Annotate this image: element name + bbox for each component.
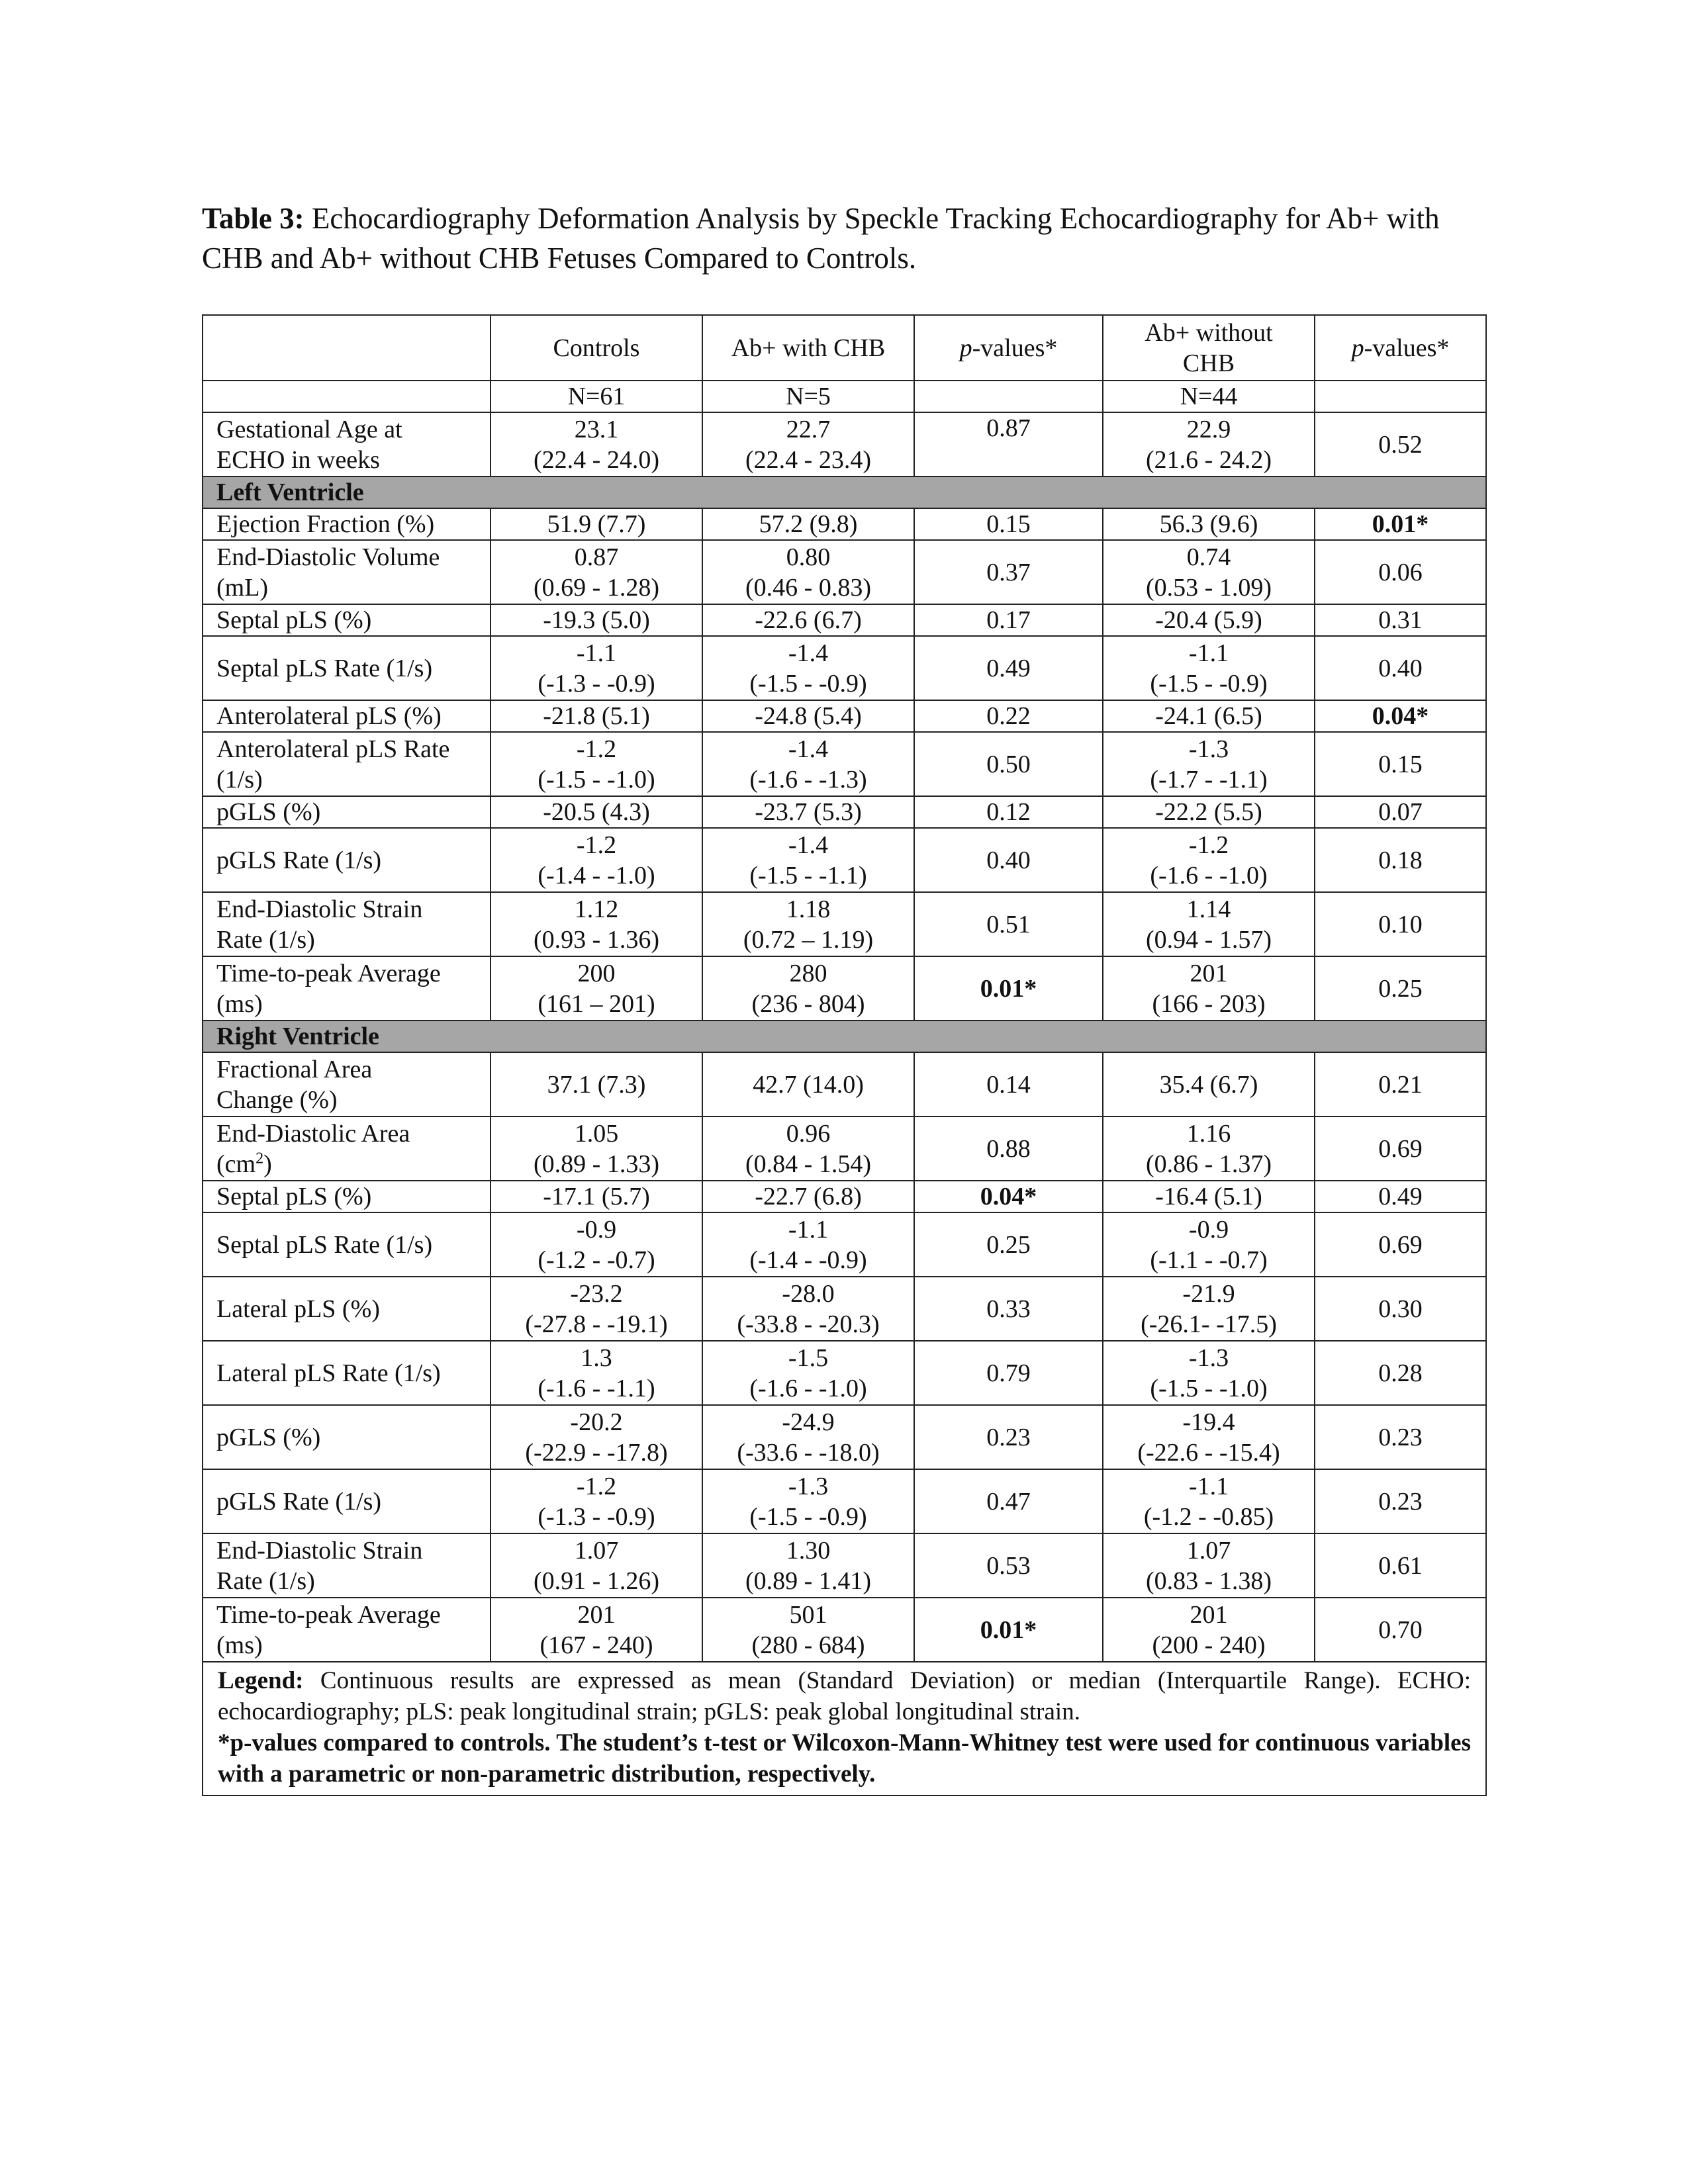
section-right-ventricle — [203, 1021, 1486, 1052]
table-row — [203, 1533, 1486, 1598]
cell-ab-chb: -1.1 (-1.4 - -0.9) — [702, 1212, 914, 1277]
cell-ab-no-chb: 35.4 (6.7) — [1103, 1052, 1315, 1116]
cell-p-value-2: 0.18 — [1315, 828, 1486, 892]
cell-p-value-1: 0.53 — [914, 1533, 1103, 1598]
cell-controls: 51.9 (7.7) — [491, 508, 702, 540]
cell-ab-chb: 42.7 (14.0) — [702, 1052, 914, 1116]
cell-controls: -1.2 (-1.5 - -1.0) — [491, 732, 702, 796]
cell-controls: -1.2 (-1.3 - -0.9) — [491, 1469, 702, 1533]
cell-p-value-1: 0.17 — [914, 604, 1103, 636]
table-row — [203, 1341, 1486, 1405]
table-caption-label: Table 3: — [202, 202, 305, 235]
table-row — [203, 1052, 1486, 1116]
cell-p-value-2: 0.61 — [1315, 1533, 1486, 1598]
cell-p-value-2: 0.23 — [1315, 1469, 1486, 1533]
cell-controls: -23.2 (-27.8 - -19.1) — [491, 1277, 702, 1341]
cell-p-value-2: 0.07 — [1315, 796, 1486, 828]
n-empty-2 — [1315, 381, 1486, 412]
cell-controls: -19.3 (5.0) — [491, 604, 702, 636]
cell-ab-no-chb: 1.16 (0.86 - 1.37) — [1103, 1116, 1315, 1181]
section-left-ventricle — [203, 477, 1486, 508]
cell-ab-chb: -22.7 (6.8) — [702, 1181, 914, 1212]
cell-p-value-1: 0.25 — [914, 1212, 1103, 1277]
cell-ab-no-chb: -22.2 (5.5) — [1103, 796, 1315, 828]
cell-p-value-2: 0.15 — [1315, 732, 1486, 796]
cell-controls: 200 (161 – 201) — [491, 956, 702, 1021]
cell-controls: -17.1 (5.7) — [491, 1181, 702, 1212]
cell-ab-no-chb: -0.9 (-1.1 - -0.7) — [1103, 1212, 1315, 1277]
cell-ab-chb: 0.96 (0.84 - 1.54) — [702, 1116, 914, 1181]
cell-ab-no-chb: -21.9 (-26.1- -17.5) — [1103, 1277, 1315, 1341]
cell-ab-no-chb: -24.1 (6.5) — [1103, 700, 1315, 732]
cell-ab-no-chb: 0.74 (0.53 - 1.09) — [1103, 540, 1315, 604]
cell-ab-chb: 1.30 (0.89 - 1.41) — [702, 1533, 914, 1598]
header-controls: Controls — [491, 315, 702, 381]
cell-ab-no-chb: -20.4 (5.9) — [1103, 604, 1315, 636]
section-label: Right Ventricle — [203, 1021, 1486, 1052]
n-ab-chb: N=5 — [702, 381, 914, 412]
row-label: End-Diastolic Volume (mL) — [203, 540, 491, 604]
cell-ab-no-chb: -1.2 (-1.6 - -1.0) — [1103, 828, 1315, 892]
table-caption — [202, 199, 1499, 278]
cell-p-value-1: 0.04* — [914, 1181, 1103, 1212]
table-row — [203, 540, 1486, 604]
cell-p-value-1: 0.50 — [914, 732, 1103, 796]
n-row — [203, 381, 1486, 412]
cell-controls: -1.2 (-1.4 - -1.0) — [491, 828, 702, 892]
cell-p-value-1: 0.37 — [914, 540, 1103, 604]
row-label: Septal pLS (%) — [203, 604, 491, 636]
cell-ab-chb: 57.2 (9.8) — [702, 508, 914, 540]
row-label: Gestational Age at ECHO in weeks — [203, 412, 491, 477]
cell-ab-no-chb: -1.1 (-1.2 - -0.85) — [1103, 1469, 1315, 1533]
cell-p-value-1: 0.22 — [914, 700, 1103, 732]
cell-ab-chb: -1.5 (-1.6 - -1.0) — [702, 1341, 914, 1405]
cell-p-value-1: 0.88 — [914, 1116, 1103, 1181]
cell-controls: -20.5 (4.3) — [491, 796, 702, 828]
cell-p-value-2: 0.52 — [1315, 412, 1486, 477]
cell-p-value-1: 0.87 — [914, 412, 1103, 477]
cell-p-value-2: 0.49 — [1315, 1181, 1486, 1212]
cell-ab-no-chb: 22.9 (21.6 - 24.2) — [1103, 412, 1315, 477]
header-p-values-1: p-values* — [914, 315, 1103, 381]
cell-ab-chb: -1.4 (-1.5 - -1.1) — [702, 828, 914, 892]
cell-ab-chb: -1.4 (-1.6 - -1.3) — [702, 732, 914, 796]
cell-p-value-1: 0.14 — [914, 1052, 1103, 1116]
table-row — [203, 700, 1486, 732]
cell-controls: -21.8 (5.1) — [491, 700, 702, 732]
row-label: End-Diastolic Strain Rate (1/s) — [203, 1533, 491, 1598]
cell-controls: 0.87 (0.69 - 1.28) — [491, 540, 702, 604]
cell-p-value-1: 0.79 — [914, 1341, 1103, 1405]
cell-p-value-1: 0.33 — [914, 1277, 1103, 1341]
cell-p-value-1: 0.12 — [914, 796, 1103, 828]
cell-ab-chb: -22.6 (6.7) — [702, 604, 914, 636]
cell-p-value-1: 0.23 — [914, 1405, 1103, 1469]
cell-p-value-2: 0.04* — [1315, 700, 1486, 732]
n-controls: N=61 — [491, 381, 702, 412]
results-table — [202, 314, 1487, 1796]
cell-ab-no-chb: 201 (200 - 240) — [1103, 1598, 1315, 1662]
cell-p-value-2: 0.06 — [1315, 540, 1486, 604]
cell-ab-chb: -24.9 (-33.6 - -18.0) — [702, 1405, 914, 1469]
n-ab-no-chb: N=44 — [1103, 381, 1315, 412]
table-row — [203, 1116, 1486, 1181]
cell-ab-chb: 0.80 (0.46 - 0.83) — [702, 540, 914, 604]
cell-p-value-1: 0.01* — [914, 1598, 1103, 1662]
cell-ab-chb: 501 (280 - 684) — [702, 1598, 914, 1662]
legend-footnote: *p-values compared to controls. The student’s t-test or Wilcoxon-Mann-Whitney test were used for continuous variables with a parametric or non-parametric distribution, respectively. — [218, 1729, 1471, 1788]
cell-controls: 1.05 (0.89 - 1.33) — [491, 1116, 702, 1181]
table-row — [203, 1598, 1486, 1662]
row-label: End-Diastolic Strain Rate (1/s) — [203, 892, 491, 956]
cell-ab-no-chb: 201 (166 - 203) — [1103, 956, 1315, 1021]
cell-ab-no-chb: -1.3 (-1.7 - -1.1) — [1103, 732, 1315, 796]
cell-p-value-1: 0.51 — [914, 892, 1103, 956]
table-caption-text: Echocardiography Deformation Analysis by Speckle Tracking Echocardiography for Ab+ with CHB and Ab+ without CHB Fetuses Compared to Controls. — [202, 202, 1440, 275]
legend-text: Continuous results are expressed as mean (Standard Deviation) or median (Interquartile Range). ECHO: echocardiography; pLS: peak longitudinal strain; pGLS: peak global longitudinal strain. — [218, 1667, 1471, 1725]
cell-controls: 1.3 (-1.6 - -1.1) — [491, 1341, 702, 1405]
row-label: Anterolateral pLS (%) — [203, 700, 491, 732]
cell-ab-chb: -1.3 (-1.5 - -0.9) — [702, 1469, 914, 1533]
row-label: Time-to-peak Average (ms) — [203, 1598, 491, 1662]
table-row — [203, 508, 1486, 540]
table-row — [203, 636, 1486, 700]
cell-p-value-2: 0.21 — [1315, 1052, 1486, 1116]
row-label: pGLS (%) — [203, 1405, 491, 1469]
row-label: Ejection Fraction (%) — [203, 508, 491, 540]
table-row — [203, 1469, 1486, 1533]
cell-ab-no-chb: -19.4 (-22.6 - -15.4) — [1103, 1405, 1315, 1469]
row-label: pGLS Rate (1/s) — [203, 828, 491, 892]
row-label: Septal pLS Rate (1/s) — [203, 1212, 491, 1277]
cell-controls: -1.1 (-1.3 - -0.9) — [491, 636, 702, 700]
row-label: Lateral pLS Rate (1/s) — [203, 1341, 491, 1405]
cell-p-value-2: 0.31 — [1315, 604, 1486, 636]
cell-ab-chb: -28.0 (-33.8 - -20.3) — [702, 1277, 914, 1341]
cell-controls: 23.1 (22.4 - 24.0) — [491, 412, 702, 477]
cell-controls: 1.12 (0.93 - 1.36) — [491, 892, 702, 956]
n-empty-1 — [914, 381, 1103, 412]
table-row — [203, 828, 1486, 892]
row-label: Fractional Area Change (%) — [203, 1052, 491, 1116]
cell-p-value-2: 0.28 — [1315, 1341, 1486, 1405]
cell-p-value-2: 0.23 — [1315, 1405, 1486, 1469]
table-row — [203, 604, 1486, 636]
table-row — [203, 796, 1486, 828]
table-row — [203, 956, 1486, 1021]
cell-p-value-1: 0.49 — [914, 636, 1103, 700]
cell-ab-chb: -24.8 (5.4) — [702, 700, 914, 732]
row-label: Lateral pLS (%) — [203, 1277, 491, 1341]
header-ab-no-chb: Ab+ without CHB — [1103, 315, 1315, 381]
cell-p-value-1: 0.01* — [914, 956, 1103, 1021]
legend-row — [203, 1662, 1486, 1796]
table-row — [203, 1405, 1486, 1469]
section-label: Left Ventricle — [203, 477, 1486, 508]
row-label: Anterolateral pLS Rate (1/s) — [203, 732, 491, 796]
cell-p-value-2: 0.25 — [1315, 956, 1486, 1021]
cell-ab-chb: -1.4 (-1.5 - -0.9) — [702, 636, 914, 700]
table-row — [203, 1212, 1486, 1277]
cell-ab-chb: 280 (236 - 804) — [702, 956, 914, 1021]
cell-p-value-2: 0.30 — [1315, 1277, 1486, 1341]
header-row — [203, 315, 1486, 381]
cell-p-value-2: 0.10 — [1315, 892, 1486, 956]
legend-cell — [203, 1662, 1486, 1796]
row-label: pGLS (%) — [203, 796, 491, 828]
cell-p-value-1: 0.40 — [914, 828, 1103, 892]
cell-ab-chb: 1.18 (0.72 – 1.19) — [702, 892, 914, 956]
table-row — [203, 732, 1486, 796]
cell-ab-no-chb: -1.3 (-1.5 - -1.0) — [1103, 1341, 1315, 1405]
n-label-cell — [203, 381, 491, 412]
cell-controls: 201 (167 - 240) — [491, 1598, 702, 1662]
cell-p-value-1: 0.47 — [914, 1469, 1103, 1533]
header-ab-chb: Ab+ with CHB — [702, 315, 914, 381]
cell-controls: -20.2 (-22.9 - -17.8) — [491, 1405, 702, 1469]
header-empty-cell — [203, 315, 491, 381]
cell-p-value-1: 0.15 — [914, 508, 1103, 540]
cell-controls: -0.9 (-1.2 - -0.7) — [491, 1212, 702, 1277]
cell-p-value-2: 0.40 — [1315, 636, 1486, 700]
row-label: Septal pLS (%) — [203, 1181, 491, 1212]
cell-p-value-2: 0.69 — [1315, 1116, 1486, 1181]
cell-ab-chb: -23.7 (5.3) — [702, 796, 914, 828]
cell-controls: 1.07 (0.91 - 1.26) — [491, 1533, 702, 1598]
row-label: Time-to-peak Average (ms) — [203, 956, 491, 1021]
cell-p-value-2: 0.70 — [1315, 1598, 1486, 1662]
cell-p-value-2: 0.69 — [1315, 1212, 1486, 1277]
cell-ab-no-chb: 1.14 (0.94 - 1.57) — [1103, 892, 1315, 956]
cell-ab-no-chb: 56.3 (9.6) — [1103, 508, 1315, 540]
cell-ab-no-chb: 1.07 (0.83 - 1.38) — [1103, 1533, 1315, 1598]
table-row — [203, 1181, 1486, 1212]
cell-controls: 37.1 (7.3) — [491, 1052, 702, 1116]
table-row — [203, 1277, 1486, 1341]
table-row — [203, 892, 1486, 956]
legend-label: Legend: — [218, 1667, 304, 1694]
row-label: pGLS Rate (1/s) — [203, 1469, 491, 1533]
cell-ab-chb: 22.7 (22.4 - 23.4) — [702, 412, 914, 477]
cell-ab-no-chb: -16.4 (5.1) — [1103, 1181, 1315, 1212]
cell-ab-no-chb: -1.1 (-1.5 - -0.9) — [1103, 636, 1315, 700]
cell-p-value-2: 0.01* — [1315, 508, 1486, 540]
header-p-values-2: p-values* — [1315, 315, 1486, 381]
gestational-age-row — [203, 412, 1486, 477]
row-label: Septal pLS Rate (1/s) — [203, 636, 491, 700]
row-label: End-Diastolic Area $(cm^2)$ — [203, 1116, 491, 1181]
